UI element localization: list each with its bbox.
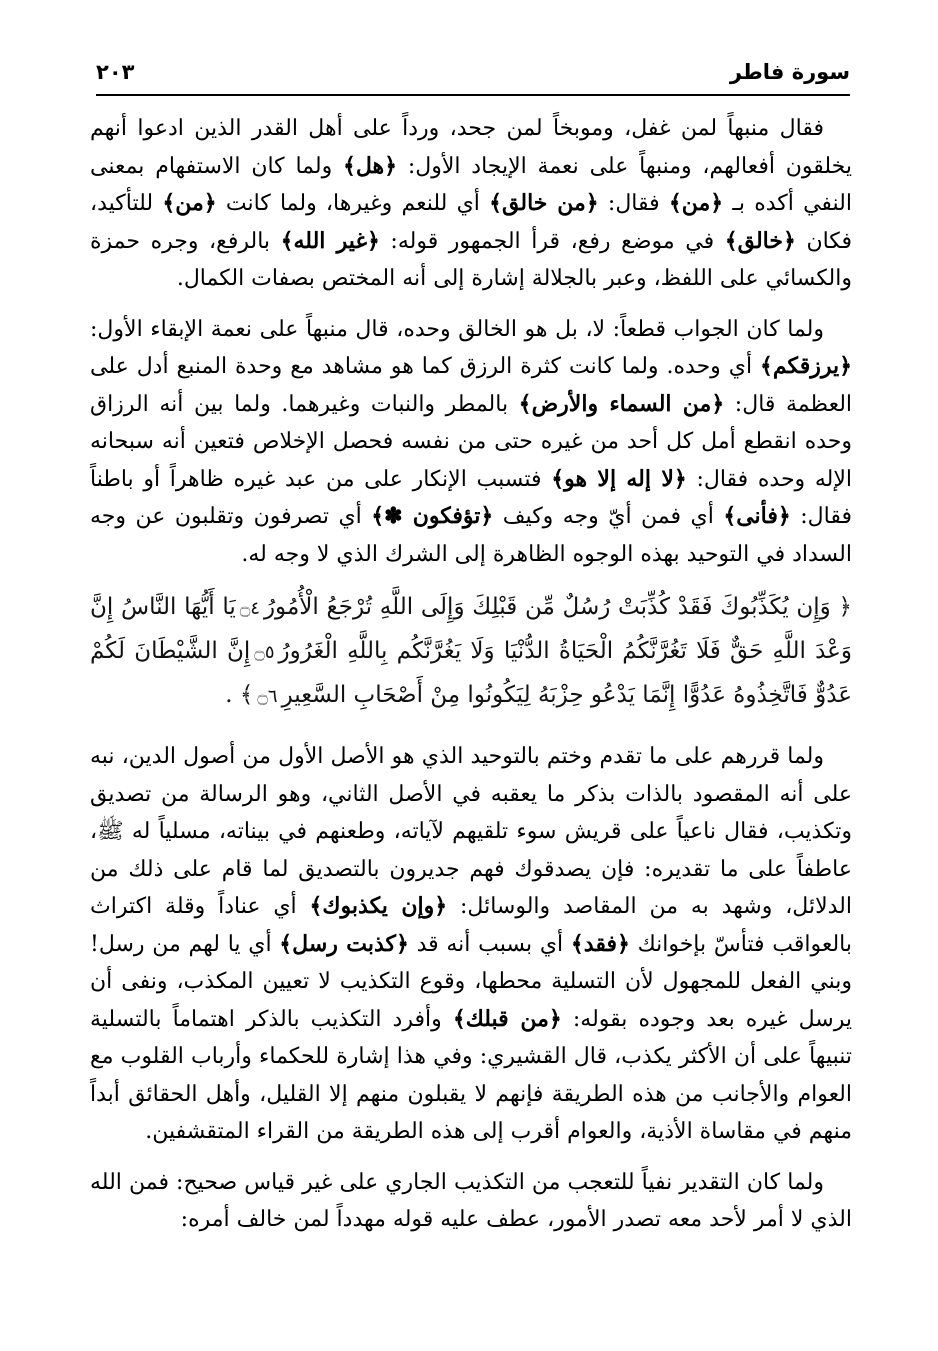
ayah-number-4: ۝٤	[239, 598, 260, 619]
text-run: فقال:	[598, 191, 669, 216]
text-run: ولما قررهم على ما تقدم وختم بالتوحيد الذي هو الأصل الأول من أصول الدين، نبه على أنه المقصود بالذات بذكر ما يعقبه في الأصل الثاني، وهو الرسالة من تصديق وتكذيب، فقال ناعياً على قريش سوء تلقيهم لآياته، وطعنهم في بيناته، مسلياً له ﷺ، عاطفاً على ما تقديره: فإن يصدقوك فهم جديرون بالتصديق لما قام على ذلك من الدلائل، وشهد به من المقاصد والوسائل:	[90, 744, 853, 919]
header-rule	[96, 94, 850, 96]
verse-text: يَا أَيُّهَا النَّاسُ إِنَّ وَعْدَ اللَّهِ حَقٌّ فَلَا تَغُرَّنَّكُمُ الْحَيَاةُ الدُّنْيَا وَلَا يَغُرَّنَّكُم بِاللَّهِ الْغَرُورُ	[90, 594, 852, 664]
quran-quote: ﴿كذبت رسل﴾	[279, 930, 409, 957]
text-run: ولما كان الجواب قطعاً: لا، بل هو الخالق وحده، قال منبهاً على نعمة الإبقاء الأول:	[90, 316, 824, 342]
ayah-number-6: ۝٦	[257, 686, 278, 707]
ayah-number-5: ۝٥	[254, 642, 275, 663]
quran-verse-block	[90, 586, 852, 718]
quran-quote: ﴿خالق﴾	[724, 227, 796, 254]
paragraph-4	[90, 1164, 852, 1239]
quran-quote: ﴿فقد﴾	[570, 930, 630, 957]
verse-text: إِنَّ الشَّيْطَانَ لَكُمْ عَدُوٌّ فَاتَّخِذُوهُ عَدُوًّا إِنَّمَا يَدْعُو حِزْبَهُ لِيَكُونُوا مِنْ أَصْحَابِ السَّعِيرِ	[90, 638, 852, 708]
text-run: بالرفع، وجره حمزة والكسائي على اللفظ، وعبر بالجلالة إشارة إلى أنه المختص بصفات الكمال.	[90, 228, 852, 291]
paragraph-2	[90, 311, 852, 574]
quran-quote: ﴿غير الله﴾	[280, 227, 380, 254]
quran-quote: ﴿فأنى﴾	[723, 503, 791, 529]
quran-quote: ﴿من﴾	[162, 190, 217, 216]
quran-quote: ﴿تؤفكون ✽﴾	[371, 503, 494, 529]
verse-text: ﴾ .	[225, 682, 254, 708]
text-run: أي يا لهم من رسل! وبني الفعل للمجهول لأن التسلية محطها، وقوع التكذيب لا تعيين المكذب، ونفى أن يرسل غيره بعد وجوده بقوله:	[90, 931, 852, 1032]
paragraph-3	[90, 738, 852, 1151]
quran-quote: ﴿هل﴾	[342, 152, 398, 179]
running-title: سورة فاطر	[729, 60, 850, 84]
text-run: فقال منبهاً لمن غفل، وموبخاً لمن جحد، ورداً على أهل القدر الذين ادعوا أنهم يخلقون أفعالهم، ومنبهاً على نعمة الإيجاد الأول:	[90, 116, 853, 179]
page-header	[96, 56, 850, 96]
quran-quote: ﴿يرزقكم﴾	[760, 353, 852, 379]
quran-quote: ﴿من السماء والأرض﴾	[518, 390, 725, 417]
text-run: ولما كان الاستفهام بمعنى النفي أكده بـ	[90, 153, 852, 216]
text-run: أي فمن أيّ وجه وكيف	[493, 504, 724, 529]
quran-quote: ﴿وإن يكذبوك﴾	[309, 893, 448, 919]
text-run: أي وحده. ولما كانت كثرة الرزق كما هو مشاهد مع وحدة المنبع أدل على العظمة قال:	[90, 354, 853, 417]
page-number: ٢٠٣	[96, 60, 135, 84]
text-run: أي تصرفون وتقلبون عن وجه السداد في التوحيد بهذه الوجوه الظاهرة إلى الشرك الذي لا وجه له.	[90, 504, 852, 567]
text-run: ولما كان التقدير نفياً للتعجب من التكذيب الجاري على غير قياس صحيح: فمن الله الذي لا أمر لأحد معه تصدر الأمور، عطف عليه قوله مهدداً لمن خالف أمره:	[90, 1169, 852, 1232]
quran-quote: ﴿لا إله إلا هو﴾	[551, 465, 687, 492]
text-run: للتأكيد، فكان	[90, 191, 852, 254]
quran-quote: ﴿من قبلك﴾	[452, 1005, 562, 1032]
page-body	[90, 110, 852, 1252]
text-run: في موضع رفع، قرأ الجمهور قوله:	[379, 228, 725, 254]
quran-quote: ﴿من﴾	[668, 190, 724, 216]
text-run: فتسبب الإنكار على من عبد غيره ظاهراً أو باطناً فقال:	[90, 466, 852, 529]
text-run: بالمطر والنبات وغيرهما. ولما بين أنه الرزاق وحده انقطع أمل كل أحد من غيره حتى من نفسه فحصل الإخلاص فتعين أنه سبحانه الإله وحده فقال:	[90, 391, 852, 492]
text-run: وأفرد التكذيب بالذكر اهتماماً بالتسلية تنبيهاً على أن الأكثر يكذب، قال القشيري: وفي هذا إشارة للحكماء وأرباب القلوب مع العوام والأجانب من هذه الطريقة فإنهم لا يقبلون منهم إلا القليل، وأهل الحقائق أبداً منهم في مقاساة الأذية، والعوام أقرب إلى هذه الطريقة من القراء المتقشفين.	[90, 1006, 853, 1144]
verse-text: ﴿ وَإِن يُكَذِّبُوكَ فَقَدْ كُذِّبَتْ رُسُلٌ مِّن قَبْلِكَ وَإِلَى اللَّهِ تُرْجَعُ الْأُمُورُ	[263, 594, 852, 620]
text-run: أي بسبب أنه قد	[408, 931, 571, 957]
paragraph-1	[90, 110, 852, 298]
text-run: أي للنعم وغيرها، ولما كانت	[216, 191, 490, 216]
text-run: أي عناداً وقلة اكتراث بالعواقب فتأسّ بإخوانك	[90, 894, 853, 957]
quran-quote: ﴿من خالق﴾	[489, 190, 599, 216]
